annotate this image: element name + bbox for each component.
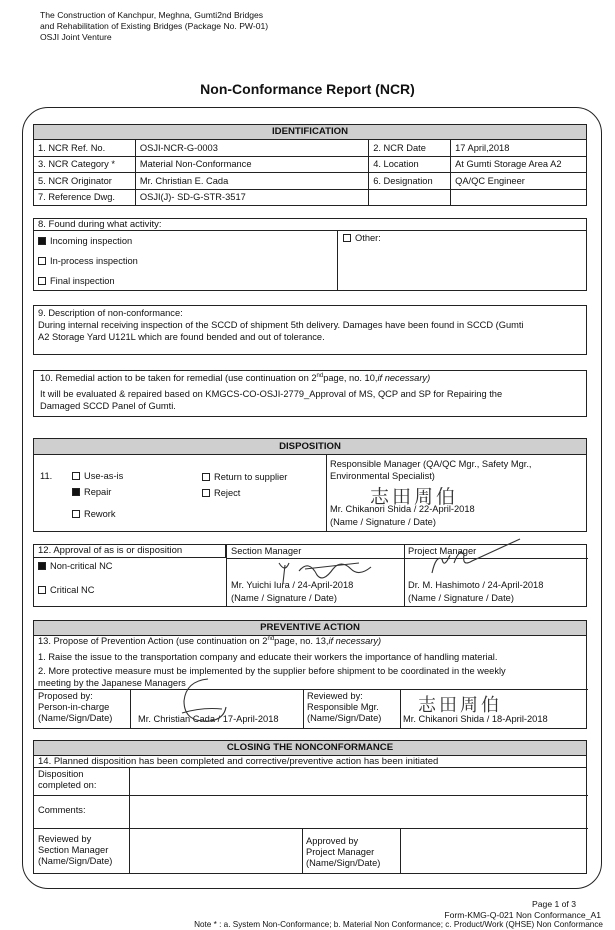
cada-signature xyxy=(174,673,234,729)
closing-approved-label: Approved by Project Manager (Name/Sign/Date) xyxy=(306,836,381,868)
closing-div-4 xyxy=(400,828,401,873)
option-incoming-inspection[interactable]: Incoming inspection xyxy=(38,236,132,246)
option-use-as-is[interactable]: Use-as-is xyxy=(72,471,123,481)
option-return-to-supplier[interactable]: Return to supplier xyxy=(202,472,287,482)
approval-divider-1 xyxy=(226,545,227,606)
disposition-number: 11. xyxy=(40,471,53,481)
checkbox-final[interactable] xyxy=(38,277,46,285)
option-final-inspection[interactable]: Final inspection xyxy=(38,276,115,286)
category-note: Note * : a. System Non-Conformance; b. Material Non Conformance; c. Product/Work (QHSE) Non Conformance xyxy=(194,920,603,929)
identification-cell-v1: Material Non-Conformance xyxy=(135,156,368,173)
identification-cell-l2: 4. Location xyxy=(369,156,451,173)
prev-div-2 xyxy=(303,689,304,728)
remedial-line-1: It will be evaluated & repaired based on KMGCS-CO-OSJI-2779_Approval of MS, QCP and SP for Repairing the xyxy=(40,389,503,399)
description-line-1: During internal receiving inspection of the SCCD of shipment 5th delivery. Damages have been found in SCCD (Gumti xyxy=(38,320,524,330)
project-header xyxy=(40,10,268,43)
identification-cell-v1: Mr. Christian E. Cada xyxy=(135,173,368,190)
page-number: Page 1 of 3 xyxy=(532,899,576,909)
preventive-heading: PREVENTIVE ACTION xyxy=(34,621,586,636)
preventive-item-1: 1. Raise the issue to the transportation company and educate their workers the importance of handling material. xyxy=(38,652,498,662)
checkbox-critical[interactable] xyxy=(38,586,46,594)
identification-heading: IDENTIFICATION xyxy=(34,125,586,140)
responsible-manager-title-2: Environmental Specialist) xyxy=(330,471,435,481)
option-other[interactable]: Other: xyxy=(343,233,381,243)
found-section xyxy=(33,218,587,291)
completed-on-label: Disposition completed on: xyxy=(38,769,97,790)
identification-cell-v1: OSJI(J)- SD-G-STR-3517 xyxy=(135,189,368,206)
shida-signature-2: 志田周伯 xyxy=(418,695,502,716)
hashimoto-signature xyxy=(414,533,524,579)
approval-section xyxy=(33,544,587,607)
closing-line-2 xyxy=(34,828,588,829)
closing-div-3 xyxy=(302,828,303,873)
comments-label: Comments: xyxy=(38,805,86,815)
option-rework[interactable]: Rework xyxy=(72,509,116,519)
form-number: Form-KMG-Q-021 Non Conformance_A1 xyxy=(444,910,601,920)
closing-item-14: 14. Planned disposition has been completed and corrective/preventive action has been initiated xyxy=(34,756,586,768)
checkbox-use-as-is[interactable] xyxy=(72,472,80,480)
checkbox-in-process[interactable] xyxy=(38,257,46,265)
closing-div-2 xyxy=(129,828,130,873)
proposed-by-label: Proposed by: Person-in-charge (Name/Sign/Date) xyxy=(38,691,113,723)
preventive-sign-line xyxy=(34,689,588,690)
project-manager-sign: Dr. M. Hashimoto / 24-April-2018 xyxy=(408,580,544,590)
remedial-label: 10. Remedial action to be taken for remedial (use continuation on 2ndpage, no. 10,if necessary) xyxy=(40,373,431,384)
preventive-item-2b: meeting by the Japanese Managers xyxy=(38,678,186,688)
option-repair[interactable]: Repair xyxy=(72,487,111,497)
identification-cell-l1: 1. NCR Ref. No. xyxy=(34,140,136,157)
option-reject[interactable]: Reject xyxy=(202,488,240,498)
identification-cell-l1: 3. NCR Category * xyxy=(34,156,136,173)
identification-cell-l1: 7. Reference Dwg. xyxy=(34,189,136,206)
description-line-2: A2 Storage Yard U121L which are found bended and out of tolerance. xyxy=(38,332,325,342)
identification-cell-v2 xyxy=(451,189,587,206)
identification-row xyxy=(34,189,587,206)
checkbox-reject[interactable] xyxy=(202,489,210,497)
closing-div-1 xyxy=(129,768,130,834)
found-divider xyxy=(337,231,338,290)
preventive-label: 13. Propose of Prevention Action (use continuation on 2ndpage, no. 13,if necessary) xyxy=(38,636,382,647)
identification-row xyxy=(34,156,587,173)
found-label: 8. Found during what activity: xyxy=(34,219,586,231)
preventive-item-2a: 2. More protective measure must be implemented by the supplier before shipment to be coordinated in the weekly xyxy=(38,666,506,676)
description-label: 9. Description of non-conformance: xyxy=(38,308,183,318)
header-line-1: The Construction of Kanchpur, Meghna, Gumti2nd Bridges xyxy=(40,10,264,20)
disposition-heading: DISPOSITION xyxy=(34,439,586,455)
option-in-process-inspection[interactable]: In-process inspection xyxy=(38,256,138,266)
header-line-3: OSJI Joint Venture xyxy=(40,32,112,42)
reviewed-by-value: Mr. Chikanori Shida / 18-April-2018 xyxy=(403,714,548,724)
reviewed-by-label: Reviewed by: Responsible Mgr. (Name/Sign/Date) xyxy=(307,691,382,723)
remedial-section xyxy=(33,370,587,417)
option-non-critical-nc[interactable]: Non-critical NC xyxy=(38,561,113,571)
identification-cell-l1: 5. NCR Originator xyxy=(34,173,136,190)
responsible-manager-title-1: Responsible Manager (QA/QC Mgr., Safety Mgr., xyxy=(330,459,532,469)
closing-heading: CLOSING THE NONCONFORMANCE xyxy=(34,741,586,756)
closing-reviewed-label: Reviewed by Section Manager (Name/Sign/Date) xyxy=(38,834,113,866)
identification-cell-v1: OSJI-NCR-G-0003 xyxy=(135,140,368,157)
closing-line-1 xyxy=(34,795,588,796)
checkbox-return[interactable] xyxy=(202,473,210,481)
project-manager-label: Project Manager xyxy=(408,546,477,556)
identification-cell-l2 xyxy=(369,189,451,206)
section-manager-caption: (Name / Signature / Date) xyxy=(231,593,337,603)
description-section xyxy=(33,305,587,355)
approval-label: 12. Approval of as is or disposition xyxy=(34,545,226,558)
disposition-divider xyxy=(326,455,327,531)
responsible-manager-caption: (Name / Signature / Date) xyxy=(330,517,436,527)
closing-section xyxy=(33,740,587,874)
page-title: Non-Conformance Report (NCR) xyxy=(200,81,415,97)
section-manager-label: Section Manager xyxy=(231,546,302,556)
checkbox-non-critical[interactable] xyxy=(38,562,46,570)
identification-cell-l2: 6. Designation xyxy=(369,173,451,190)
checkbox-incoming[interactable] xyxy=(38,237,46,245)
prev-div-1 xyxy=(130,689,131,728)
header-line-2: and Rehabilitation of Existing Bridges (Package No. PW-01) xyxy=(40,21,269,31)
project-manager-caption: (Name / Signature / Date) xyxy=(408,593,514,603)
identification-cell-v2: 17 April,2018 xyxy=(451,140,587,157)
iura-signature xyxy=(259,551,374,585)
option-critical-nc[interactable]: Critical NC xyxy=(38,585,94,595)
disposition-section xyxy=(33,438,587,532)
shida-signature: 志田周伯 xyxy=(370,486,459,508)
identification-cell-v2: At Gumti Storage Area A2 xyxy=(451,156,587,173)
responsible-manager-sign: Mr. Chikanori Shida / 22-April-2018 xyxy=(330,504,475,514)
proposed-by-value: Mr. Christian Cada / 17-April-2018 xyxy=(138,714,279,724)
identification-cell-v2: QA/QC Engineer xyxy=(451,173,587,190)
identification-row xyxy=(34,173,587,190)
identification-row xyxy=(34,140,587,157)
approval-divider-2 xyxy=(404,545,405,606)
identification-table xyxy=(33,139,587,206)
checkbox-other[interactable] xyxy=(343,234,351,242)
prev-div-3 xyxy=(400,689,401,728)
section-manager-sign: Mr. Yuichi Iura / 24-April-2018 xyxy=(231,580,354,590)
checkbox-repair[interactable] xyxy=(72,488,80,496)
checkbox-rework[interactable] xyxy=(72,510,80,518)
remedial-line-2: Damaged SCCD Panel of Gumti. xyxy=(40,401,176,411)
preventive-section xyxy=(33,620,587,729)
identification-cell-l2: 2. NCR Date xyxy=(369,140,451,157)
